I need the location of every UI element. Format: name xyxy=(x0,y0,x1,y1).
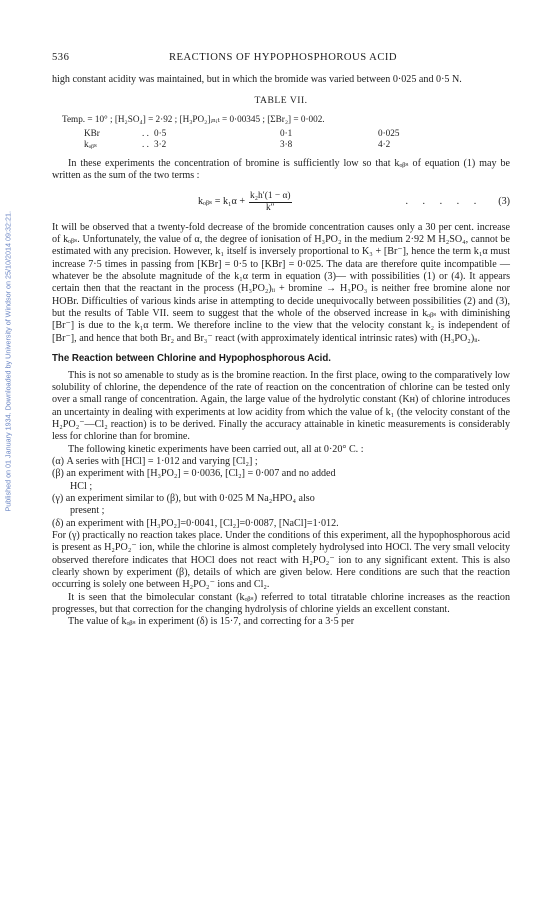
bimolecular-paragraph: It is seen that the bimolecular constant (kₒᵦₛ) referred to total titratable chlorine increases as the reaction progresses, but that correction for the changing hydrolysis of chlorine yields an excellent constant. xyxy=(52,591,510,616)
item-label: (δ) xyxy=(52,517,64,529)
running-title: REACTIONS OF HYPOPHOSPHOROUS ACID xyxy=(168,52,398,63)
item-text: an experiment similar to (β), but with 0·025 M Na₂HPO₄ also xyxy=(65,492,315,504)
list-item xyxy=(52,493,510,505)
chlorine-paragraph: This is not so amenable to study as is the bromine reaction. In the first place, owing to the comparatively low solubility of chlorine, the dependence of the rate of reaction on the concentration of chlorine can be tested only over a small range of concentration. Again, the large value of the hydrolytic constant (Kʜ) of chlorine introduces an uncertainty in dealing with experiments at low acidity from which the value of k₁ (the velocity constant of the H₂PO₂⁻—Cl₂ reaction) is to be derived. Finally the accuracy attainable in kinetic measurements is considerably less for chlorine than for bromine. xyxy=(52,369,510,443)
experiment-list xyxy=(52,456,510,530)
delta-paragraph: The value of kₒᵦₛ in experiment (δ) is 15·7, and correcting for a 3·5 per xyxy=(68,616,355,628)
item-text: HCl ; xyxy=(70,480,93,492)
experiments-intro: The following kinetic experiments have been carried out, all at 0·20° C. : xyxy=(68,443,364,455)
gamma-paragraph: For (γ) practically no reaction takes place. Under the conditions of this experiment, all the hypophosphorous acid is present as H₂PO₂⁻ ion, while the chlorine is almost completely hydrolysed into HOCl. The very small velocity observed therefore indicates that HOCl does not react with H₂PO₂⁻ ion to any significant extent. This is also clearly shown by experiment (β), details of which are given below. Here conditions are such that the reaction occurring is solely one between H₂PO₂⁻ ions and Cl₂. xyxy=(52,529,510,591)
item-label: (β) xyxy=(52,468,64,480)
section-heading: The Reaction between Chlorine and Hypophosphorous Acid. xyxy=(52,353,331,365)
item-label: (α) xyxy=(52,455,65,467)
equation-leader-dots: . . . . . xyxy=(405,195,483,207)
table-conditions: Temp. = 10° ; [H₂SO₄] = 2·92 ; [H₃PO₂]ᵢₙᵢₜ = 0·00345 ; [ΣBr₂] = 0·002. xyxy=(62,114,325,125)
download-watermark: Published on 01 January 1934. Downloaded by University of Windsor on 25/10/2014 09:32:21. xyxy=(3,211,13,512)
observation-paragraph: It will be observed that a twenty-fold decrease of the bromide concentration causes only a 30 per cent. increase of kₒᵦₛ. Unfortunately, the value of α, the degree of ionisation of H₃PO₂ in the medium 2·92 M H₂SO₄, cannot be estimated with any precision. However, k₁ itself is inversely proportional to K₃ + [Br⁻], hence the term k₁α must increase 7·5 times in passing from [KBr] = 0·5 to [KBr] = 0·025. The data are therefore quite incompatible —whatever be the absolute magnitude of the k₁α term in equation (3)— with possibilities (1) or (4). It appears certain then that the reactant in the process (H₃PO₂)ᵢᵢ + bromine → H₃PO₃ is neither free bromine alone nor HOBr. Difficulties of various kinds arise in attempting to decide unequivocally between possibilities (2) and (3), but the results of Table VII. seem to suggest that the whole of the observed increase in kₒᵦₛ with diminishing [Br⁻] is due to the k₁α term. We therefore incline to the view that the velocity constant k₂ is independent of [Br⁻], and hence that both Br₂ and Br₃⁻ react (with approximately identical intrinsic rates) with (H₃PO₂)ᵢᵢ. xyxy=(52,221,510,344)
leader-dots: . . xyxy=(142,128,149,139)
leader-dots: . . xyxy=(142,139,149,150)
fraction-denominator: k″ xyxy=(265,202,275,213)
intro-paragraph: high constant acidity was maintained, but in which the bromide was varied between 0·025 and 0·5 N. xyxy=(52,74,462,86)
table-cell: 3·2 xyxy=(154,139,167,150)
list-item xyxy=(52,518,510,530)
equation-lhs: kₒᵦₛ = k₁α + xyxy=(198,195,246,207)
list-item-continuation xyxy=(52,505,510,517)
page-header xyxy=(52,52,510,64)
list-item-continuation xyxy=(52,481,510,493)
item-label: (γ) xyxy=(52,492,64,504)
table-cell: 0·5 xyxy=(154,128,167,139)
page-number: 536 xyxy=(52,52,70,63)
table-row xyxy=(62,128,510,139)
table-row xyxy=(62,139,510,150)
list-item xyxy=(52,456,510,468)
row-label: KBr xyxy=(84,128,100,139)
table-cell: 0·1 xyxy=(280,128,293,139)
item-text: present ; xyxy=(70,505,105,517)
equation-number: (3) xyxy=(498,195,510,207)
item-text: A series with [HCl] = 1·012 and varying [Cl₂] ; xyxy=(66,455,258,467)
equation-fraction xyxy=(249,191,292,213)
journal-page xyxy=(52,52,510,629)
table-cell: 4·2 xyxy=(378,139,391,150)
list-item xyxy=(52,468,510,480)
table-cell: 3·8 xyxy=(280,139,293,150)
concentration-paragraph: In these experiments the concentration of bromine is sufficiently low so that kₒᵦₛ of equation (1) may be written as the sum of the two terms : xyxy=(52,158,510,182)
table-vii xyxy=(62,114,510,150)
equation-3 xyxy=(52,190,510,214)
table-title: TABLE VII. xyxy=(254,94,308,106)
item-text: an experiment with [H₃PO₂] = 0·0036, [Cl₂] = 0·007 and no added xyxy=(66,468,336,480)
row-label: kₒᵦₛ xyxy=(84,139,97,150)
item-text: an experiment with [H₃PO₂]=0·0041, [Cl₂]=0·0087, [NaCl]=1·012. xyxy=(66,517,339,529)
table-cell: 0·025 xyxy=(378,128,400,139)
fraction-numerator: k₂h′(1 − α) xyxy=(250,190,291,201)
